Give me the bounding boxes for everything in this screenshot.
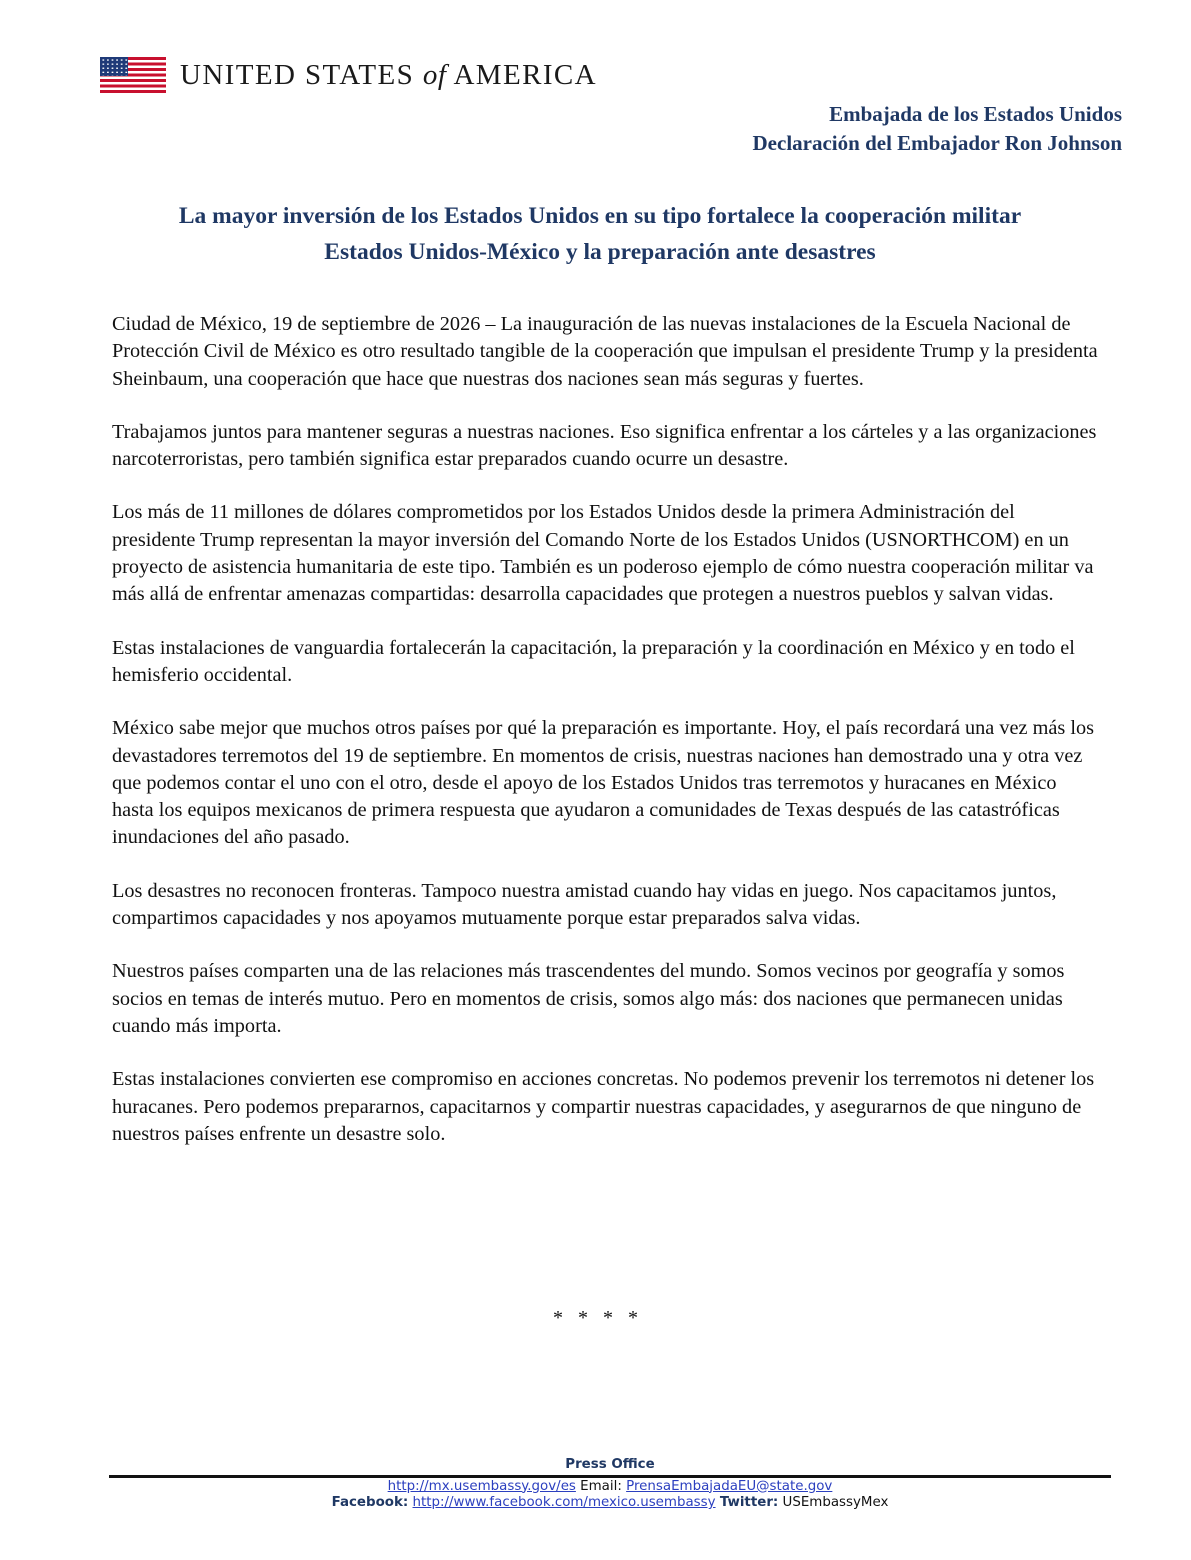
paragraph-5: México sabe mejor que muchos otros países por qué la preparación es importante. Hoy, el país recordará una vez más los devastadores terremotos del 19 de septiembre. En momentos de crisis, nuestras naciones han demostrado una y otra vez que podemos contar el uno con el otro, desde el apoyo de los Estados Unidos tras terremotos y huracanes en México hasta los equipos mexicanos de primera respuesta que ayudaron a comunidades de Texas después de las catastróficas inundaciones del año pasado. <box>112 717 1094 849</box>
paragraph-6: Los desastres no reconocen fronteras. Tampoco nuestra amistad cuando hay vidas en juego. Nos capacitamos juntos, compartimos capacidades y nos apoyamos mutuamente porque estar preparados salva vidas. <box>112 879 1057 930</box>
footer-divider <box>109 1475 1111 1478</box>
letterhead-title <box>180 59 597 92</box>
email-label: Email: <box>580 1478 622 1494</box>
paragraph-2: Trabajamos juntos para mantener seguras a nuestras naciones. Eso significa enfrentar a los cárteles y a las organizaciones narcoterroristas, pero también significa estar preparados cuando ocurre un desastre. <box>112 420 1097 471</box>
headline-line-2: Estados Unidos-México y la preparación ante desastres <box>324 239 876 265</box>
footer-contact-line <box>109 1479 1111 1496</box>
statement-body <box>112 311 1102 1174</box>
footer-social-line <box>109 1495 1111 1512</box>
paragraph-1: Ciudad de México, 19 de septiembre de 2026 – La inauguración de las nuevas instalaciones de la Escuela Nacional de Protección Civil de México es otro resultado tangible de la cooperación que impulsan el presidente Trump y la presidenta Sheinbaum, una cooperación que hace que nuestras dos naciones sean más seguras y fuertes. <box>112 313 1098 390</box>
email-link[interactable]: PrensaEmbajadaEU@state.gov <box>626 1478 833 1494</box>
paragraph-4: Estas instalaciones de vanguardia fortalecerán la capacitación, la preparación y la coordinación en México y en todo el hemisferio occidental. <box>112 636 1075 686</box>
paragraph-7: Nuestros países comparten una de las relaciones más trascendentes del mundo. Somos vecinos por geografía y somos socios en temas de interés mutuo. Pero en momentos de crisis, somos algo más: dos naciones que permanecen unidas cuando más importa. <box>112 960 1065 1037</box>
letterhead-title-of: of <box>422 58 447 91</box>
embassy-name: Embajada de los Estados Unidos <box>829 102 1122 126</box>
website-link[interactable]: http://mx.usembassy.gov/es <box>387 1478 576 1494</box>
twitter-handle: USEmbassyMex <box>782 1495 889 1510</box>
paragraph-8: Estas instalaciones convierten ese compromiso en acciones concretas. No podemos prevenir los terremotos ni detener los huracanes. Pero podemos prepararnos, capacitarnos y compartir nuestras capacidades, y asegurarnos de que ninguno de nuestros países enfrente un desastre solo. <box>112 1068 1095 1145</box>
press-office-title: Press Office <box>565 1457 655 1472</box>
headline <box>100 198 1100 270</box>
facebook-link[interactable]: http://www.facebook.com/mexico.usembassy <box>412 1495 716 1510</box>
statement-byline: Declaración del Embajador Ron Johnson <box>752 131 1122 155</box>
footer <box>109 1457 1111 1512</box>
twitter-label: Twitter: <box>719 1495 779 1510</box>
paragraph-3: Los más de 11 millones de dólares comprometidos por los Estados Unidos desde la primera Administración del presidente Trump representan la mayor inversión del Comando Norte de los Estados Unidos (USNORTHCOM) en un proyecto de asistencia humanitaria de este tipo. También es un poderoso ejemplo de cómo nuestra cooperación militar va más allá de enfrentar amenazas compartidas: desarrolla capacidades que protegen a nuestros pueblos y salvan vidas. <box>112 501 1094 606</box>
letterhead-title-part1: UNITED STATES <box>180 58 423 91</box>
headline-line-1: La mayor inversión de los Estados Unidos en su tipo fortalece la cooperación militar <box>178 203 1022 229</box>
letterhead <box>100 50 597 100</box>
end-separator: * * * * <box>553 1307 638 1329</box>
embassy-header <box>753 100 1122 158</box>
letterhead-title-part2: AMERICA <box>446 58 597 91</box>
facebook-label: Facebook: <box>331 1495 409 1510</box>
us-flag-icon <box>100 57 166 93</box>
